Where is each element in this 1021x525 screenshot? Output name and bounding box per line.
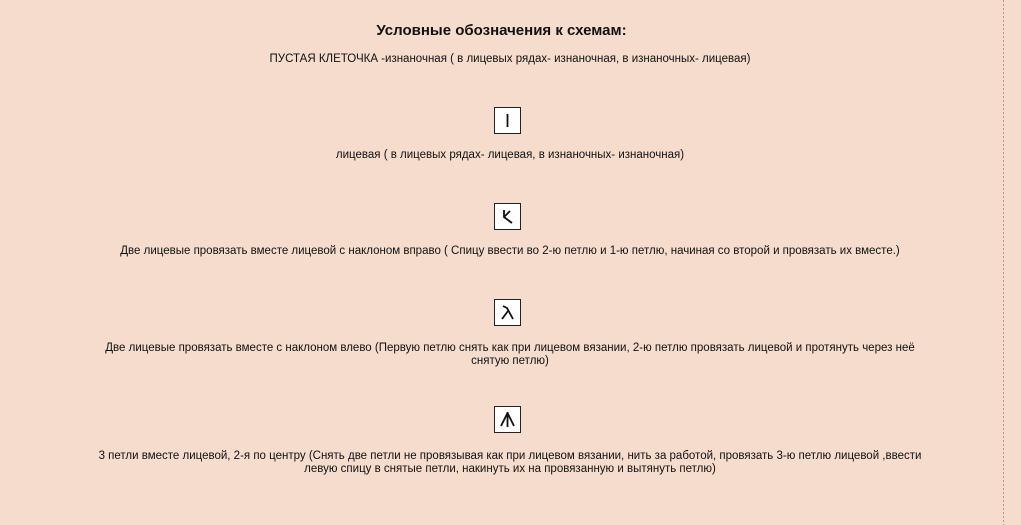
legend-text-k2tog: Две лицевые провязать вместе лицевой с наклоном вправо ( Спицу ввести во 2-ю петлю и 1-ю петлю, начиная со второй и провязать их вместе.) [120,245,900,257]
legend-text-ssk-line2: снятую петлю) [471,355,549,367]
legend-text-cdd-line1: 3 петли вместе лицевой, 2-я по центру (Снять две петли не провязывая как при лицевом вязании, нить за работой, провязать 3-ю петлю лицевой ,ввести [98,450,922,462]
legend-text-knit: лицевая ( в лицевых рядах- лицевая, в изнаночных- изнаночная) [335,149,685,161]
side-margin [1004,0,1021,525]
legend-text-cdd-line2: левую спицу в снятые петли, накинуть их на провязанную и вытянуть петлю) [304,463,716,475]
legend-text-ssk-line1: Две лицевые провязать вместе с наклоном влево (Первую петлю снять как при лицевом вязании, 2-ю петлю провязать лицевой и протянуть через неё [105,342,915,354]
right-decrease-icon [494,203,521,230]
lambda-icon [494,299,521,326]
vertical-bar-icon [494,107,521,134]
page-title: Условные обозначения к схемам: [376,22,627,39]
legend-text-purl: ПУСТАЯ КЛЕТОЧКА -изнаночная ( в лицевых рядах- изнаночная, в изнаночных- лицевая) [269,53,751,65]
double-decrease-icon [494,406,521,433]
